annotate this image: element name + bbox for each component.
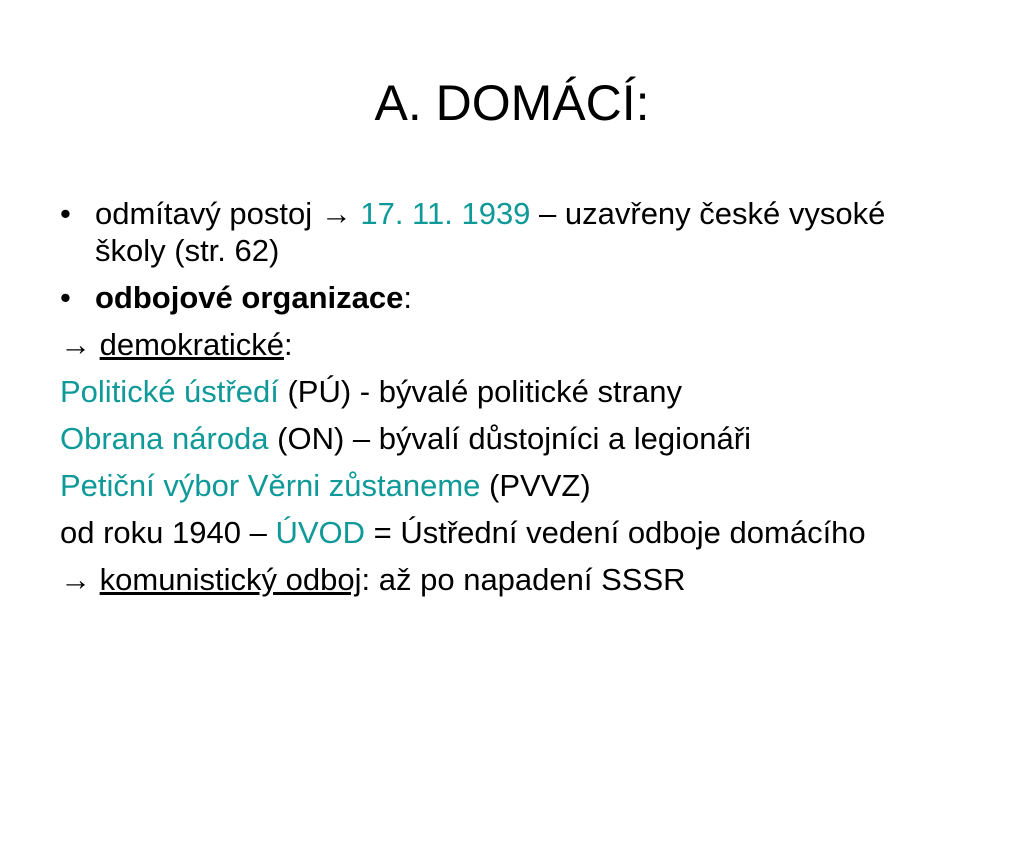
- slide-content: [60, 195, 960, 608]
- item-text-post: :: [403, 280, 412, 315]
- item-text-post: (PÚ) - bývalé politické strany: [278, 374, 682, 409]
- slide-title: A. DOMÁCÍ:: [374, 75, 650, 131]
- arrow-icon: →: [60, 327, 100, 362]
- item-text-pre: odmítavý postoj →: [95, 196, 361, 231]
- item-nation-defense: [60, 420, 960, 457]
- item-text-post: :: [283, 327, 293, 362]
- organizations-heading: odbojové organizace: [95, 280, 404, 315]
- item-text-post: (ON) – bývalí důstojníci a legionáři: [268, 421, 751, 456]
- org-name-highlight: Petiční výbor Věrni zůstaneme: [60, 468, 481, 503]
- democratic-heading: demokratické: [99, 327, 284, 362]
- item-petition-committee: [60, 467, 960, 504]
- bullet-item-organizations: [60, 279, 960, 316]
- item-uvod: [60, 514, 960, 551]
- item-political-center: [60, 373, 960, 410]
- communist-heading: komunistický odboj: [99, 562, 362, 597]
- item-democratic: [60, 326, 960, 363]
- bullet-icon: •: [60, 196, 71, 231]
- item-text-post: : až po napadení SSSR: [361, 562, 686, 597]
- item-communist: [60, 561, 960, 598]
- item-text-post: (PVVZ): [480, 468, 591, 503]
- bullet-item-closure: [60, 195, 960, 269]
- item-text-pre: od roku 1940 –: [60, 515, 276, 550]
- bullet-icon: •: [60, 280, 71, 315]
- arrow-icon: →: [60, 562, 100, 597]
- date-highlight: 17. 11. 1939: [360, 196, 531, 231]
- org-name-highlight: ÚVOD: [275, 515, 366, 550]
- org-name-highlight: Obrana národa: [60, 421, 269, 456]
- org-name-highlight: Politické ústředí: [60, 374, 279, 409]
- item-text-post: = Ústřední vedení odboje domácího: [365, 515, 866, 550]
- item-text-post: – uzavřeny české vysoké školy (str. 62): [95, 196, 886, 268]
